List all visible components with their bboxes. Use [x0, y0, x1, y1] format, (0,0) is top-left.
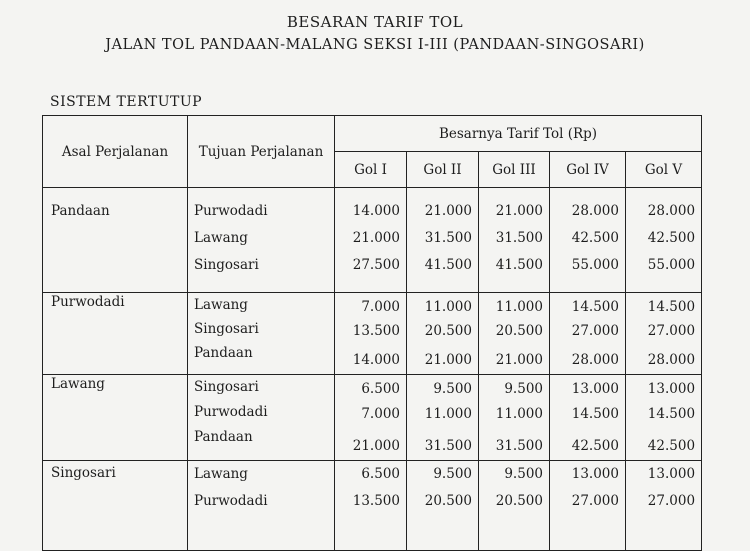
tarif-value: 13.000 — [647, 466, 696, 482]
tarif-cell — [479, 293, 550, 375]
tarif-value: 21.000 — [495, 352, 543, 368]
asal-cell — [43, 293, 188, 375]
tarif-value: 31.500 — [424, 230, 472, 246]
tarif-value: 7.000 — [361, 299, 400, 315]
asal-cell — [43, 461, 188, 551]
tarif-value: 21.000 — [352, 438, 400, 454]
tarif-value: 11.000 — [495, 299, 543, 315]
tarif-value: 55.000 — [571, 257, 619, 273]
tarif-value: 28.000 — [647, 203, 696, 219]
tarif-cell — [407, 375, 479, 461]
asal-label: Singosari — [51, 465, 116, 481]
header-gol: Gol III — [479, 152, 550, 188]
table-row-group — [43, 293, 702, 375]
asal-cell — [43, 375, 188, 461]
tarif-value: 21.000 — [424, 352, 472, 368]
tarif-cell — [626, 375, 702, 461]
tarif-value: 13.500 — [352, 323, 400, 339]
tarif-value: 41.500 — [495, 257, 543, 273]
table-row-group — [43, 188, 702, 293]
tarif-value: 11.000 — [495, 406, 543, 422]
tujuan-label: Lawang — [194, 230, 248, 246]
tarif-value: 27.000 — [571, 493, 619, 509]
tujuan-label: Purwodadi — [194, 404, 268, 420]
tarif-value: 13.000 — [571, 466, 619, 482]
tarif-value: 7.000 — [361, 406, 400, 422]
tujuan-label: Pandaan — [194, 345, 253, 361]
header-gol: Gol V — [626, 152, 702, 188]
tarif-cell — [479, 375, 550, 461]
tarif-value: 6.500 — [361, 381, 400, 397]
tarif-value: 41.500 — [424, 257, 472, 273]
tarif-cell — [335, 293, 407, 375]
tarif-value: 21.000 — [495, 203, 543, 219]
tarif-cell — [407, 293, 479, 375]
document-title: BESARAN TARIF TOL — [286, 13, 464, 31]
tarif-cell — [626, 188, 702, 293]
tujuan-label: Pandaan — [194, 429, 253, 445]
tarif-value: 13.000 — [571, 381, 619, 397]
tujuan-label: Purwodadi — [194, 493, 268, 509]
header-gol: Gol IV — [550, 152, 626, 188]
tarif-value: 20.500 — [495, 323, 543, 339]
tujuan-label: Lawang — [194, 297, 248, 313]
tarif-cell — [335, 375, 407, 461]
tarif-cell — [550, 375, 626, 461]
tarif-value: 11.000 — [424, 299, 472, 315]
tarif-cell — [407, 188, 479, 293]
tarif-cell — [550, 461, 626, 551]
tarif-cell — [550, 188, 626, 293]
tarif-value: 14.500 — [571, 299, 619, 315]
tujuan-label: Singosari — [194, 321, 259, 337]
tarif-value: 13.000 — [647, 381, 696, 397]
tarif-value: 55.000 — [647, 257, 696, 273]
tarif-value: 14.000 — [352, 203, 400, 219]
asal-label: Lawang — [51, 376, 105, 392]
tarif-cell — [479, 188, 550, 293]
tariff-table — [42, 115, 702, 551]
tarif-value: 27.000 — [647, 323, 696, 339]
tarif-value: 11.000 — [424, 406, 472, 422]
tarif-value: 14.500 — [571, 406, 619, 422]
tarif-cell — [626, 293, 702, 375]
tarif-value: 20.500 — [424, 493, 472, 509]
section-heading: SISTEM TERTUTUP — [50, 94, 203, 110]
header-tujuan: Tujuan Perjalanan — [188, 116, 335, 188]
tujuan-label: Singosari — [194, 257, 259, 273]
asal-label: Purwodadi — [51, 294, 125, 310]
tarif-value: 9.500 — [433, 381, 472, 397]
tarif-cell — [550, 293, 626, 375]
tarif-value: 9.500 — [433, 466, 472, 482]
tarif-value: 27.500 — [352, 257, 400, 273]
asal-cell — [43, 188, 188, 293]
tarif-cell — [479, 461, 550, 551]
tujuan-cell — [188, 293, 335, 375]
header-asal: Asal Perjalanan — [43, 116, 188, 188]
tarif-value: 9.500 — [504, 381, 543, 397]
tarif-value: 13.500 — [352, 493, 400, 509]
tarif-value: 28.000 — [571, 203, 619, 219]
tarif-value: 42.500 — [571, 438, 619, 454]
header-gol: Gol II — [407, 152, 479, 188]
tarif-value: 31.500 — [495, 438, 543, 454]
tarif-value: 42.500 — [647, 230, 696, 246]
tarif-value: 9.500 — [504, 466, 543, 482]
tujuan-label: Singosari — [194, 379, 259, 395]
header-gol: Gol I — [335, 152, 407, 188]
tarif-value: 28.000 — [571, 352, 619, 368]
tarif-value: 27.000 — [571, 323, 619, 339]
tarif-cell — [335, 188, 407, 293]
tarif-value: 14.000 — [352, 352, 400, 368]
tujuan-cell — [188, 461, 335, 551]
tarif-value: 20.500 — [495, 493, 543, 509]
tarif-cell — [626, 461, 702, 551]
tarif-cell — [407, 461, 479, 551]
tarif-value: 27.000 — [647, 493, 696, 509]
table-row-group — [43, 461, 702, 551]
tarif-value: 14.500 — [647, 406, 696, 422]
table-row-group — [43, 375, 702, 461]
tujuan-cell — [188, 375, 335, 461]
document-subtitle: JALAN TOL PANDAAN-MALANG SEKSI I-III (PANDAAN-SINGOSARI) — [105, 37, 645, 53]
tujuan-label: Lawang — [194, 466, 248, 482]
tarif-value: 31.500 — [495, 230, 543, 246]
asal-label: Pandaan — [51, 203, 110, 219]
tarif-value: 42.500 — [571, 230, 619, 246]
tarif-value: 42.500 — [647, 438, 696, 454]
header-tarif: Besarnya Tarif Tol (Rp) — [335, 116, 702, 152]
tarif-value: 21.000 — [352, 230, 400, 246]
tarif-value: 28.000 — [647, 352, 696, 368]
tujuan-cell — [188, 188, 335, 293]
tarif-value: 21.000 — [424, 203, 472, 219]
tarif-value: 20.500 — [424, 323, 472, 339]
tarif-value: 14.500 — [647, 299, 696, 315]
tarif-cell — [335, 461, 407, 551]
tarif-value: 6.500 — [361, 466, 400, 482]
tarif-value: 31.500 — [424, 438, 472, 454]
tujuan-label: Purwodadi — [194, 203, 268, 219]
